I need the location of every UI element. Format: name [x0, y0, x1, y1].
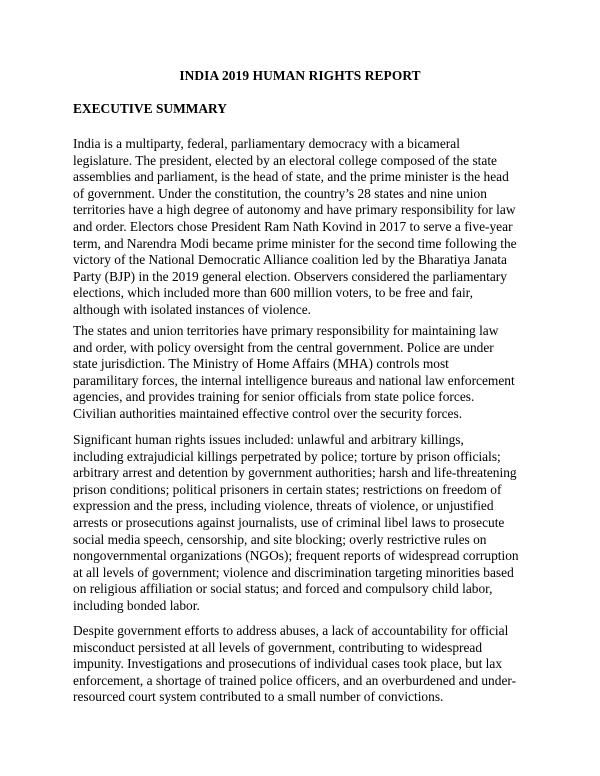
paragraph-line: including extrajudicial killings perpetrated by police; torture by prison officials; — [73, 448, 501, 464]
paragraph-1 — [73, 136, 543, 319]
paragraph-line: Party (BJP) in the 2019 general election. Observers considered the parliamentary — [73, 268, 507, 284]
paragraph-line: and order, with policy oversight from the central government. Police are under — [73, 339, 494, 355]
paragraph-line: of government. Under the constitution, the country’s 28 states and nine union — [73, 185, 487, 201]
paragraph-line: misconduct persisted at all levels of government, contributing to widespread — [73, 639, 483, 655]
paragraph-line: paramilitary forces, the internal intelligence bureaus and national law enforcement — [73, 372, 515, 388]
paragraph-line: impunity. Investigations and prosecutions of individual cases took place, but lax — [73, 656, 503, 672]
paragraph-3 — [73, 432, 543, 615]
report-title: INDIA 2019 HUMAN RIGHTS REPORT — [179, 68, 421, 83]
paragraph-line: India is a multiparty, federal, parliamentary democracy with a bicameral — [73, 136, 460, 151]
paragraph-2 — [73, 323, 543, 423]
paragraph-line: enforcement, a shortage of trained police officers, and an overburdened and under- — [73, 672, 517, 688]
paragraph-line: nongovernmental organizations (NGOs); frequent reports of widespread corruption — [73, 548, 519, 564]
paragraph-line: assemblies and parliament, is the head of state, and the prime minister is the head — [73, 169, 509, 185]
paragraph-line: elections, which included more than 600 million voters, to be free and fair, — [73, 285, 473, 301]
paragraph-line: arbitrary arrest and detention by government authorities; harsh and life-threatening — [73, 465, 517, 481]
paragraph-line: The states and union territories have primary responsibility for maintaining law — [73, 323, 499, 338]
paragraph-line: victory of the National Democratic Alliance coalition led by the Bharatiya Janata — [73, 252, 507, 268]
paragraph-line: Significant human rights issues included: unlawful and arbitrary killings, — [73, 432, 464, 447]
paragraph-line: agencies, and provides training for senior officials from state police forces. — [73, 389, 475, 405]
paragraph-line: on religious affiliation or social status; and forced and compulsory child labor, — [73, 581, 493, 597]
paragraph-line: term, and Narendra Modi became prime minister for the second time following the — [73, 235, 517, 251]
section-heading: EXECUTIVE SUMMARY — [73, 101, 227, 116]
paragraph-line: legislature. The president, elected by an electoral college composed of the state — [73, 152, 497, 168]
paragraph-line: prison conditions; political prisoners in certain states; restrictions on freedom of — [73, 481, 502, 497]
paragraph-line: expression and the press, including violence, threats of violence, or unjustified — [73, 498, 494, 514]
paragraph-line: including bonded labor. — [73, 597, 200, 613]
paragraph-line: Civilian authorities maintained effective control over the security forces. — [73, 405, 463, 421]
paragraph-line: social media speech, censorship, and site blocking; overly restrictive rules on — [73, 531, 487, 547]
paragraph-line: territories have a high degree of autonomy and have primary responsibility for law — [73, 202, 516, 218]
paragraph-4 — [73, 623, 543, 706]
paragraph-line: state jurisdiction. The Ministry of Home Affairs (MHA) controls most — [73, 356, 449, 372]
paragraph-line: although with isolated instances of violence. — [73, 301, 311, 317]
paragraph-line: and order. Electors chose President Ram Nath Kovind in 2017 to serve a five-year — [73, 218, 513, 234]
paragraph-line: at all levels of government; violence and discrimination targeting minorities based — [73, 564, 514, 580]
paragraph-line: arrests or prosecutions against journalists, use of criminal libel laws to prosecute — [73, 514, 505, 530]
paragraph-line: resourced court system contributed to a small number of convictions. — [73, 689, 444, 705]
paragraph-line: Despite government efforts to address abuses, a lack of accountability for official — [73, 623, 509, 638]
